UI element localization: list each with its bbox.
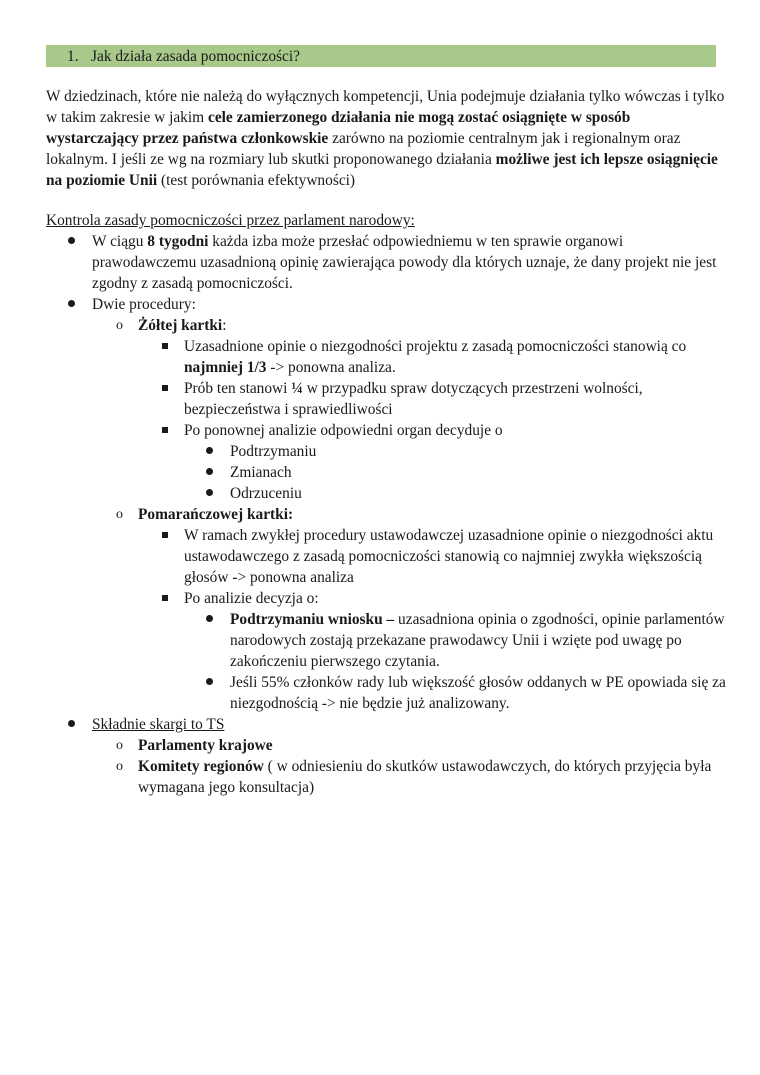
- orange-sub1-bold: Podtrzymaniu wniosku –: [230, 611, 395, 628]
- regions-committee-text: ( w odniesieniu do skutków ustawodawczych, do których przyjęcia była wymagana jego konsultacja): [138, 758, 712, 796]
- yellow-card-colon: :: [222, 317, 227, 334]
- yellow-p2-text-1: Prób ten stanowi: [184, 380, 292, 397]
- option-item: [184, 483, 726, 504]
- yellow-p2-text-2: w przypadku spraw dotyczących przestrzeni wolności, bezpieczeństwa i sprawiedliwości: [184, 380, 643, 418]
- yellow-point-1: [138, 336, 726, 378]
- yellow-p1-text-1: Uzasadnione opinie o niezgodności projektu z zasadą pomocniczości stanowią co: [184, 338, 687, 355]
- main-list: [46, 231, 726, 798]
- yellow-card-label: Żółtej kartki: [138, 317, 223, 334]
- circle-bullet-icon: o: [116, 738, 123, 753]
- list-item-yellow-card: [92, 315, 726, 504]
- orange-card-label: Pomarańczowej kartki:: [138, 506, 294, 523]
- circle-bullet-icon: o: [116, 507, 123, 522]
- list-item-8-weeks: [46, 231, 726, 294]
- square-bullet-icon: [162, 343, 168, 349]
- bullet-icon: [68, 300, 75, 307]
- list-item-complaints: [46, 714, 726, 798]
- orange-sub-2: [184, 672, 726, 714]
- orange-p1-text: W ramach zwykłej procedury ustawodawczej uzasadnione opinie o niezgodności aktu ustawodawczego z zasadą pomocniczości stanowią co najmniej zwykła większością głosów -> ponowna analiza: [184, 527, 714, 586]
- circle-bullet-icon: o: [116, 759, 123, 774]
- bullet-icon: [206, 447, 213, 454]
- control-title: Kontrola zasady pomocniczości przez parlament narodowy:: [46, 212, 415, 229]
- bullet-icon: [206, 615, 213, 622]
- bullet-icon: [68, 237, 75, 244]
- heading-number: 1.: [67, 47, 79, 65]
- two-procedures-label: Dwie procedury:: [92, 296, 196, 313]
- orange-sub1-text: uzasadniona opinia o zgodności, opinie parlamentów narodowych zostają przekazane prawodawcy Unii i wzięte pod uwagę po zakończeniu pierwszego czytania.: [230, 611, 725, 670]
- complaint-regions-committee: [92, 756, 726, 798]
- option-podtrzymaniu: Podtrzymaniu: [230, 443, 317, 460]
- yellow-p1-text-2: -> ponowna analiza.: [266, 359, 396, 376]
- yellow-point-3: [138, 420, 726, 504]
- complaint-national-parliaments: [92, 735, 726, 756]
- intro-bold-1: cele zamierzonego działania nie mogą zostać osiągnięte w sposób wystarczający przez państwa członkowskie: [46, 109, 631, 147]
- intro-paragraph: [46, 86, 726, 191]
- option-item: [184, 441, 726, 462]
- national-parliaments-label: Parlamenty krajowe: [138, 737, 273, 754]
- square-bullet-icon: [162, 427, 168, 433]
- intro-bold-2: możliwe jest ich lepsze osiągnięcie na poziomie Unii: [46, 151, 718, 189]
- orange-sub2-text: Jeśli 55% członków rady lub większość głosów oddanych w PE opowiada się za niezgodnością -> nie będzie już analizowany.: [230, 674, 726, 712]
- heading-title: Jak działa zasada pomocniczości?: [91, 47, 300, 65]
- regions-committee-label: Komitety regionów: [138, 758, 264, 775]
- item1-text-2: każda izba może przesłać odpowiedniemu w ten sprawie organowi prawodawczemu uzasadnioną opinię zawierająca powody dla których uznaje, że dany projekt nie jest zgodny z zasadą pomocniczości.: [92, 233, 717, 292]
- yellow-p1-bold: najmniej 1/3: [184, 359, 267, 376]
- orange-p2-text: Po analizie decyzja o:: [184, 590, 319, 607]
- orange-point-2: [138, 588, 726, 714]
- orange-sub-1: [184, 609, 726, 672]
- yellow-p2-bold: ¼: [291, 380, 303, 397]
- option-zmianach: Zmianach: [230, 464, 292, 481]
- complaints-label: Składnie skargi to TS: [92, 716, 225, 733]
- list-item-two-procedures: [46, 294, 726, 714]
- option-item: [184, 462, 726, 483]
- orange-point-1: [138, 525, 726, 588]
- item1-text-1: W ciągu: [92, 233, 148, 250]
- yellow-point-2: [138, 378, 726, 420]
- option-odrzuceniu: Odrzuceniu: [230, 485, 302, 502]
- intro-text-3: (test porównania efektywności): [157, 172, 356, 189]
- yellow-p3-text: Po ponownej analizie odpowiedni organ decyduje o: [184, 422, 503, 439]
- square-bullet-icon: [162, 532, 168, 538]
- item1-bold: 8 tygodni: [147, 233, 209, 250]
- square-bullet-icon: [162, 385, 168, 391]
- list-item-orange-card: [92, 504, 726, 714]
- intro-text-2: zarówno na poziomie centralnym jak i regionalnym oraz lokalnym. I jeśli ze wg na rozmiary lub skutki proponowanego działania: [46, 130, 681, 168]
- bullet-icon: [68, 720, 75, 727]
- circle-bullet-icon: o: [116, 318, 123, 333]
- intro-text-1: W dziedzinach, które nie należą do wyłącznych kompetencji, Unia podejmuje działania tylko wówczas i tylko w takim zakresie w jakim: [46, 88, 725, 126]
- bullet-icon: [206, 678, 213, 685]
- bullet-icon: [206, 468, 213, 475]
- square-bullet-icon: [162, 595, 168, 601]
- bullet-icon: [206, 489, 213, 496]
- section-heading: [46, 45, 716, 67]
